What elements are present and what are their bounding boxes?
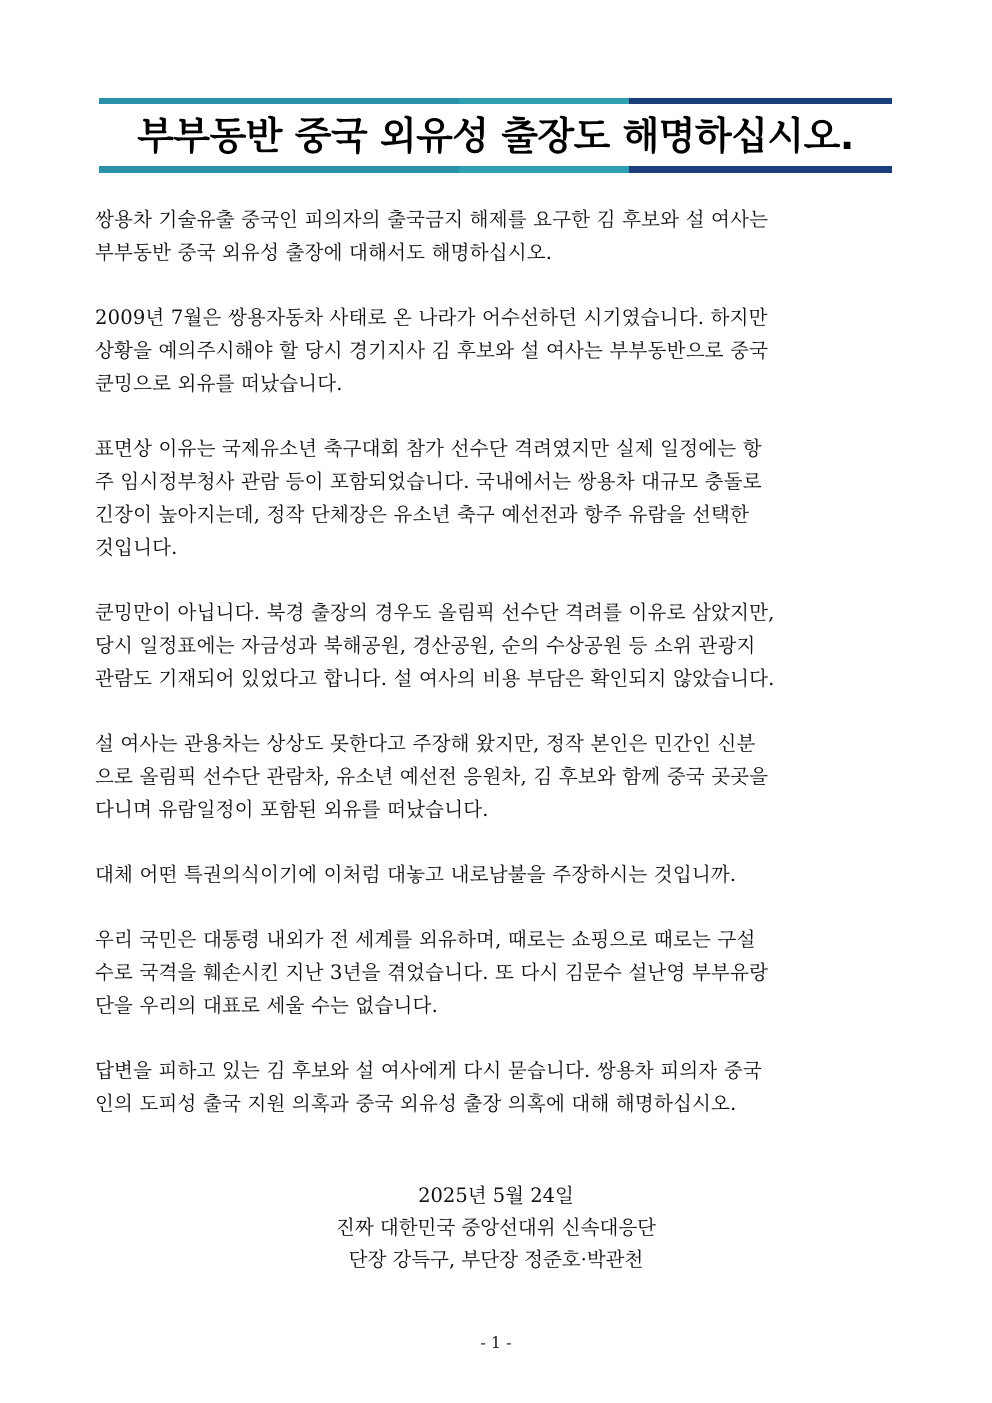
paragraph-line: 상황을 예의주시해야 할 당시 경기지사 김 후보와 설 여사는 부부동반으로 중국: [95, 339, 769, 362]
page-number: - 1 -: [480, 1333, 512, 1352]
paragraph-line: 인의 도피성 출국 지원 의혹과 중국 외유성 출장 의혹에 대해 해명하십시오.: [95, 1092, 737, 1115]
title-block: [99, 98, 892, 174]
signature-date: 2025년 5월 24일: [418, 1184, 574, 1207]
paragraph-line: 으로 올림픽 선수단 관람차, 유소년 예선전 응원차, 김 후보와 함께 중국 곳곳을: [95, 765, 769, 788]
paragraph-line: 설 여사는 관용차는 상상도 못한다고 주장해 왔지만, 정작 본인은 민간인 신분: [95, 732, 756, 755]
paragraph-line: 단을 우리의 대표로 세울 수는 없습니다.: [95, 994, 438, 1017]
paragraph: [95, 596, 897, 695]
paragraph: [95, 923, 897, 1022]
paragraph-line: 관람도 기재되어 있었다고 합니다. 설 여사의 비용 부담은 확인되지 않았습니다.: [95, 667, 775, 690]
paragraph-line: 부부동반 중국 외유성 출장에 대해서도 해명하십시오.: [95, 241, 553, 264]
paragraph-line: 주 임시정부청사 관람 등이 포함되었습니다. 국내에서는 쌍용차 대규모 충돌로: [95, 470, 762, 493]
paragraph-line: 쌍용차 기술유출 중국인 피의자의 출국금지 해제를 요구한 김 후보와 설 여사는: [95, 208, 769, 231]
paragraph-line: 것입니다.: [95, 536, 178, 559]
signature-organization: 진짜 대한민국 중앙선대위 신속대응단: [336, 1216, 656, 1239]
title-top-bar: [99, 98, 892, 104]
paragraph: [95, 301, 897, 400]
paragraph: [95, 432, 897, 564]
paragraph-line: 긴장이 높아지는데, 정작 단체장은 유소년 축구 예선전과 항주 유람을 선택한: [95, 503, 750, 526]
paragraph-line: 쿤밍으로 외유를 떠났습니다.: [95, 372, 343, 395]
paragraph-line: 답변을 피하고 있는 김 후보와 설 여사에게 다시 묻습니다. 쌍용차 피의자 중국: [95, 1059, 762, 1082]
paragraph-line: 우리 국민은 대통령 내외가 전 세계를 외유하며, 때로는 쇼핑으로 때로는 구설: [95, 928, 756, 951]
page-title: 부부동반 중국 외유성 출장도 해명하십시오.: [137, 114, 854, 158]
paragraph-line: 당시 일정표에는 자금성과 북해공원, 경산공원, 순의 수상공원 등 소위 관광지: [95, 634, 756, 657]
paragraph: [95, 858, 897, 891]
paragraph-line: 쿤밍만이 아닙니다. 북경 출장의 경우도 올림픽 선수단 격려를 이유로 삼았지만,: [95, 601, 775, 624]
statement-body: [95, 203, 897, 1152]
paragraph: [95, 727, 897, 826]
paragraph-line: 표면상 이유는 국제유소년 축구대회 참가 선수단 격려였지만 실제 일정에는 항: [95, 437, 762, 460]
title-bottom-bar: [99, 166, 892, 173]
signature-leaders: 단장 강득구, 부단장 정준호·박관천: [348, 1248, 644, 1271]
paragraph-line: 2009년 7월은 쌍용자동차 사태로 온 나라가 어수선하던 시기였습니다. 하지만: [95, 306, 768, 329]
paragraph: [95, 203, 897, 269]
paragraph-line: 대체 어떤 특권의식이기에 이처럼 대놓고 내로남불을 주장하시는 것입니까.: [95, 863, 737, 886]
paragraph-line: 수로 국격을 훼손시킨 지난 3년을 겪었습니다. 또 다시 김문수 설난영 부부유랑: [95, 961, 769, 984]
signature-block: [0, 1180, 992, 1276]
paragraph-line: 다니며 유람일정이 포함된 외유를 떠났습니다.: [95, 798, 489, 821]
paragraph: [95, 1054, 897, 1120]
